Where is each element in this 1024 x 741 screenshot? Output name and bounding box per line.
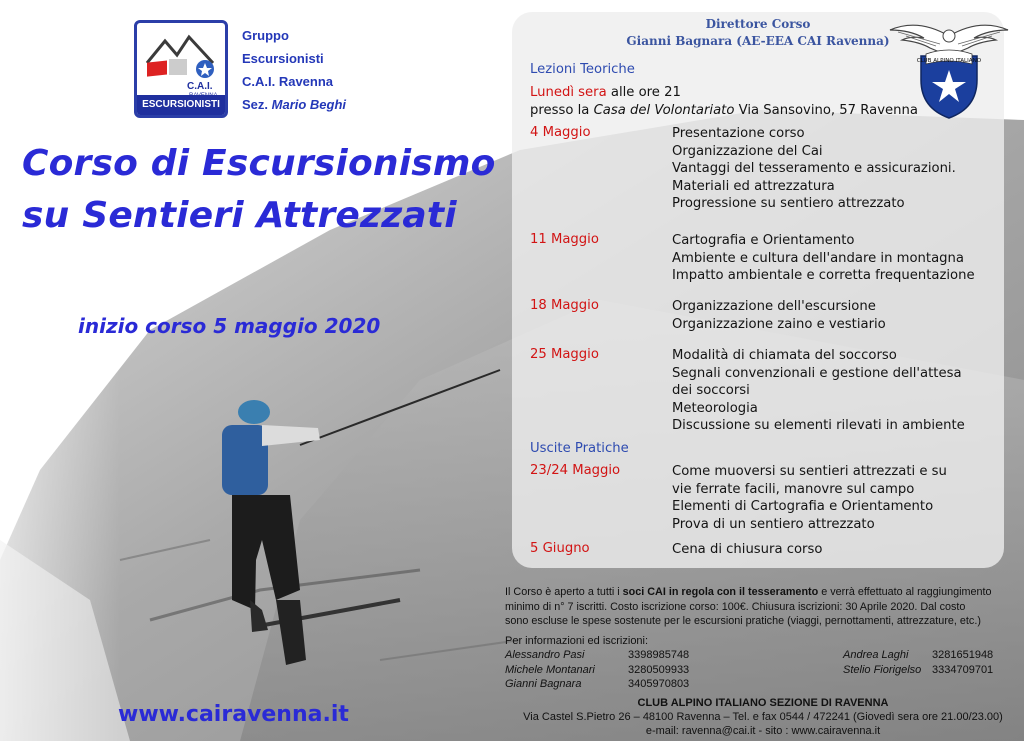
practice-date: 5 Giugno [530,541,590,556]
lesson-topic: Impatto ambientale e corretta frequentazione [672,268,975,283]
course-title-line: su Sentieri Attrezzati [22,195,457,236]
contact-phone: 3281651948 [932,649,994,661]
contact-name: Alessandro Pasi [505,649,585,661]
theory-when-time: alle ore 21 [606,85,681,100]
director-name: Gianni Bagnara (AE-EEA CAI Ravenna) [626,34,890,48]
group-sez-prefix: Sez. [242,97,269,112]
course-info-line [505,585,992,600]
practice-topics [672,541,822,559]
director-title: Direttore Corso [705,17,811,31]
lesson-topics [672,347,965,435]
practice-topic: Elementi di Cartografia e Orientamento [672,499,934,514]
group-sez-line [242,93,346,116]
lesson-date: 11 Maggio [530,232,599,247]
contacts-right-phones [932,648,993,677]
course-info-line: sono escluse le spese sostenute per le escursioni pratiche (viaggi, pernottamenti, attrezzature, etc.) [505,615,981,628]
group-name [242,24,346,116]
mountain-icon [143,29,219,81]
info-text: Il Corso è aperto a tutti i [505,586,623,598]
contact-name: Stelio Fiorigelso [843,663,922,676]
location-prefix: presso la [530,103,594,118]
lesson-topic: Cartografia e Orientamento [672,233,855,248]
group-line: Escursionisti [242,51,324,66]
org-contacts: e-mail: ravenna@cai.it - sito : www.cairavenna.it [645,725,881,737]
practice-topics [672,463,947,533]
contacts-heading: Per informazioni ed iscrizioni: [505,635,649,647]
practice-topic: Cena di chiusura corso [672,542,823,557]
logo-band-text: ESCURSIONISTI [137,95,225,115]
lesson-topic: Organizzazione zaino e vestiario [672,316,886,332]
logo-cai-text: C.A.I. [187,81,213,92]
emblem-text: CLUB ALPINO ITALIANO [916,58,982,64]
contact-phone: 3405970803 [628,678,690,691]
group-line: Gruppo [242,28,289,43]
org-address: Via Castel S.Pietro 26 – 48100 Ravenna – Tel. e fax 0544 / 472241 (Giovedì sera ore 21.00/23.00) [523,711,1003,723]
lesson-topic: Organizzazione dell'escursione [672,299,876,314]
practice-date: 23/24 Maggio [530,463,621,478]
lesson-topics [672,298,886,333]
course-title-line: Corso di Escursionismo [22,143,496,184]
lesson-topic: Modalità di chiamata del soccorso [672,348,897,363]
lesson-topics [672,125,956,213]
lesson-topic: Progressione su sentiero attrezzato [672,196,905,211]
lesson-date: 18 Maggio [530,298,599,313]
lesson-topic: Ambiente e cultura dell'andare in montagna [672,250,964,266]
contacts-left-names [505,648,595,692]
contact-name: Michele Montanari [505,663,595,676]
lesson-topics [672,232,975,285]
theory-location [530,102,918,120]
practice-topic: vie ferrate facili, manovre sul campo [672,481,915,497]
lesson-topic: Discussione su elementi rilevati in ambiente [672,418,965,433]
location-address: Via Sansovino, 57 Ravenna [734,103,918,118]
website-link[interactable]: www.cairavenna.it [118,702,349,727]
lesson-date: 4 Maggio [530,125,591,140]
contact-phone: 3398985748 [628,649,690,661]
info-text: e verrà effettuato al raggiungimento [818,586,992,598]
info-bold-text: soci CAI in regola con il tesseramento [622,586,819,598]
lesson-topic: Organizzazione del Cai [672,143,823,159]
contact-name: Andrea Laghi [843,649,909,661]
location-venue: Casa del Volontariato [593,103,735,118]
theory-when [530,84,681,102]
contact-name: Gianni Bagnara [505,678,582,691]
lesson-topic: Vantaggi del tesseramento e assicurazioni. [672,161,956,176]
practice-topic: Prova di un sentiero attrezzato [672,516,875,532]
lesson-topic: dei soccorsi [672,383,750,398]
lesson-topic: Materiali ed attrezzatura [672,178,835,194]
course-title [22,138,496,242]
group-line: C.A.I. Ravenna [242,74,334,89]
contacts-right-names [843,648,921,677]
course-start: inizio corso 5 maggio 2020 [78,314,381,338]
lesson-topic: Meteorologia [672,400,758,416]
course-info [505,585,992,629]
course-info-line: minimo di n° 7 iscritti. Costo iscrizione corso: 100€. Chiusura iscrizioni: 30 Aprile 2020. Dal costo [505,600,966,613]
contacts-left-phones [628,648,689,692]
theory-heading: Lezioni Teoriche [530,62,635,77]
group-sez-name: Mario Beghi [271,97,347,112]
escursionisti-logo [134,20,228,118]
lesson-topic: Presentazione corso [672,126,805,141]
org-name: CLUB ALPINO ITALIANO SEZIONE DI RAVENNA [637,697,889,709]
theory-when-day: Lunedì sera [530,85,607,100]
practice-heading: Uscite Pratiche [530,441,629,456]
contact-phone: 3280509933 [628,663,690,676]
lesson-topic: Segnali convenzionali e gestione dell'attesa [672,365,962,381]
practice-topic: Come muoversi su sentieri attrezzati e su [672,464,947,479]
contact-phone: 3334709701 [932,663,994,676]
lesson-date: 25 Maggio [530,347,599,362]
